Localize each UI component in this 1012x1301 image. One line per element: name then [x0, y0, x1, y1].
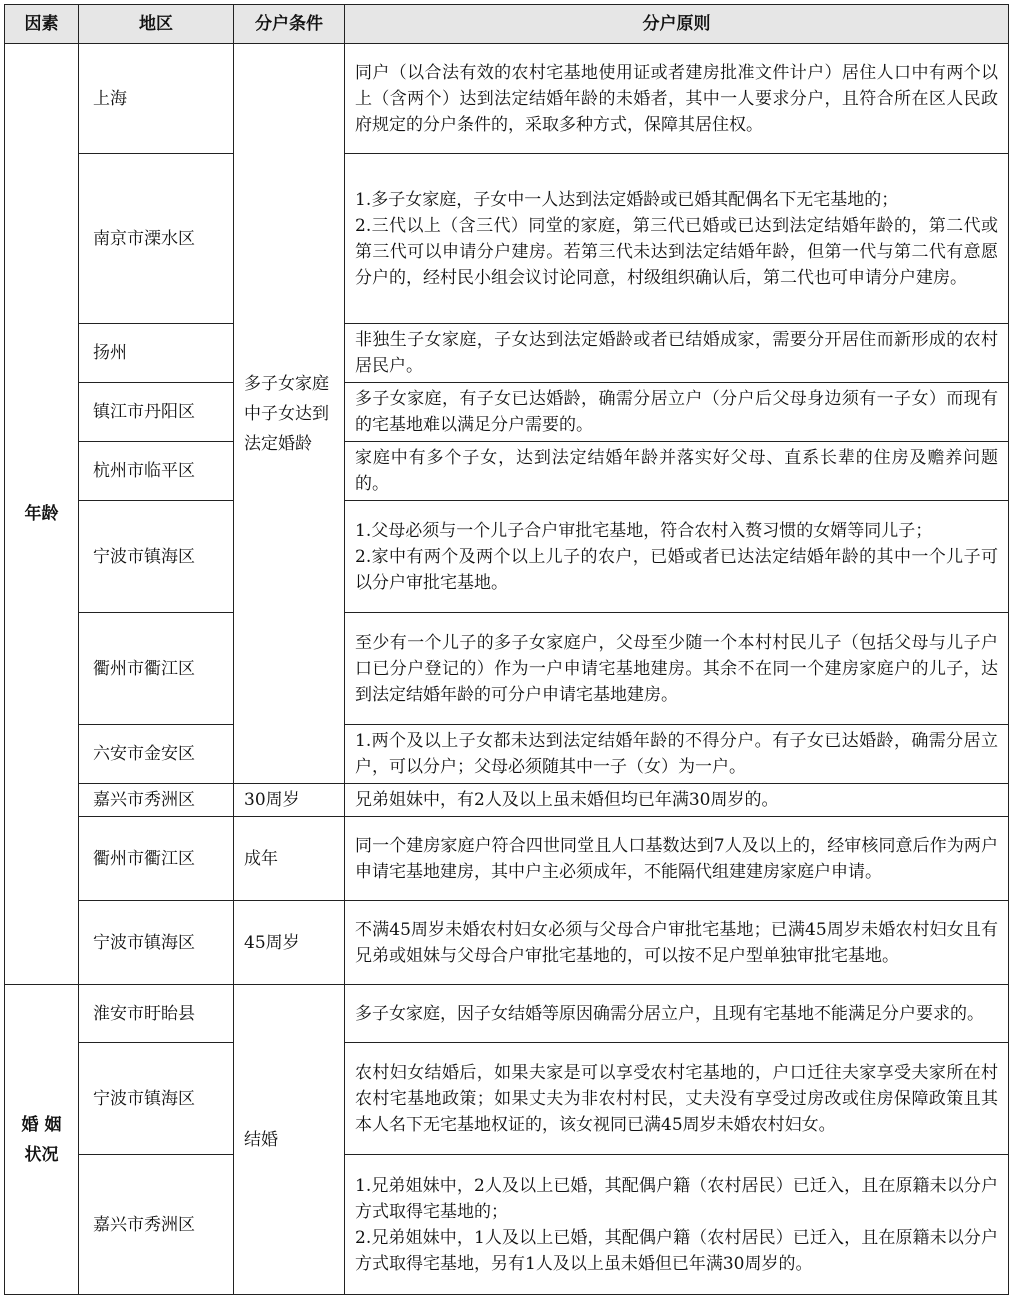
header-condition: 分户条件	[234, 5, 345, 44]
principle-text: 非独生子女家庭，子女达到法定婚龄或者已结婚成家，需要分开居住而新形成的农村居民户。	[355, 330, 998, 376]
table-row	[5, 901, 1009, 985]
region-cell: 南京市溧水区	[79, 154, 234, 324]
region-cell: 宁波市镇海区	[79, 901, 234, 985]
region-cell: 镇江市丹阳区	[79, 383, 234, 442]
principle-text: 多子女家庭，因子女结婚等原因确需分居立户，且现有宅基地不能满足分户要求的。	[355, 1003, 984, 1024]
condition-cell: 30周岁	[234, 784, 345, 817]
condition-cell: 多子女家庭中子女达到法定婚龄	[234, 44, 345, 784]
principle-text: 1.两个及以上子女都未达到法定结婚年龄的不得分户。有子女已达婚龄，确需分居立户，可以分户；父母必须随其中一子（女）为一户。	[355, 731, 998, 777]
principle-text: 1.父母必须与一个儿子合户审批宅基地，符合农村入赘习惯的女婿等同儿子；	[355, 520, 933, 541]
principle-text: 多子女家庭，有子女已达婚龄，确需分居立户（分户后父母身边须有一子女）而现有的宅基地难以满足分户需要的。	[355, 389, 998, 435]
region-cell: 嘉兴市秀洲区	[79, 784, 234, 817]
table-row	[5, 154, 1009, 324]
region-cell: 衢州市衢江区	[79, 817, 234, 901]
table-row	[5, 1155, 1009, 1295]
principle-cell	[345, 901, 1009, 985]
principle-cell	[345, 725, 1009, 784]
principle-text: 2.三代以上（含三代）同堂的家庭，第三代已婚或已达到法定结婚年龄的，第二代或第三代可以申请分户建房。若第三代未达到法定结婚年龄，但第一代与第二代有意愿分户的，经村民小组会议讨论同意，村级组织确认后，第二代也可申请分户建房。	[355, 215, 998, 288]
region-cell: 六安市金安区	[79, 725, 234, 784]
table-row	[5, 324, 1009, 383]
table-row	[5, 383, 1009, 442]
region-cell: 宁波市镇海区	[79, 1043, 234, 1155]
header-principle: 分户原则	[345, 5, 1009, 44]
table-row	[5, 784, 1009, 817]
region-cell: 扬州	[79, 324, 234, 383]
condition-cell: 成年	[234, 817, 345, 901]
header-factor: 因素	[5, 5, 79, 44]
principle-cell	[345, 154, 1009, 324]
principle-text: 农村妇女结婚后，如果夫家是可以享受农村宅基地的，户口迁往夫家享受夫家所在村农村宅基地政策；如果丈夫为非农村村民，丈夫没有享受过房改或住房保障政策且其本人名下无宅基地权证的，该女视同已满45周岁未婚农村妇女。	[355, 1062, 998, 1135]
region-cell: 杭州市临平区	[79, 442, 234, 501]
condition-cell: 45周岁	[234, 901, 345, 985]
household-division-table	[4, 4, 1009, 1295]
principle-text: 同一个建房家庭户符合四世同堂且人口基数达到7人及以上的，经审核同意后作为两户申请宅基地建房，其中户主必须成年，不能隔代组建建房家庭户申请。	[355, 835, 998, 882]
principle-cell	[345, 1155, 1009, 1295]
principle-cell	[345, 784, 1009, 817]
factor-cell: 年龄	[5, 44, 79, 985]
factor-cell: 婚 姻 状况	[5, 985, 79, 1295]
table-row	[5, 442, 1009, 501]
region-cell: 上海	[79, 44, 234, 154]
header-row	[5, 5, 1009, 44]
principle-cell	[345, 324, 1009, 383]
principle-cell	[345, 442, 1009, 501]
principle-cell	[345, 44, 1009, 154]
principle-text: 兄弟姐妹中，有2人及以上虽未婚但均已年满30周岁的。	[355, 790, 779, 810]
principle-cell	[345, 613, 1009, 725]
principle-text: 2.家中有两个及两个以上儿子的农户，已婚或者已达法定结婚年龄的其中一个儿子可以分户审批宅基地。	[355, 546, 998, 593]
region-cell: 淮安市盱眙县	[79, 985, 234, 1043]
principle-text: 至少有一个儿子的多子女家庭户，父母至少随一个本村村民儿子（包括父母与儿子户口已分户登记的）作为一户申请宅基地建房。其余不在同一个建房家庭户的儿子，达到法定结婚年龄的可分户申请宅基地建房。	[355, 632, 998, 705]
principle-text: 2.兄弟姐妹中，1人及以上已婚，其配偶户籍（农村居民）已迁入，且在原籍未以分户方式取得宅基地，另有1人及以上虽未婚但已年满30周岁的。	[355, 1227, 998, 1274]
principle-text: 1.兄弟姐妹中，2人及以上已婚，其配偶户籍（农村居民）已迁入，且在原籍未以分户方式取得宅基地的；	[355, 1175, 998, 1222]
table-row	[5, 501, 1009, 613]
principle-text: 不满45周岁未婚农村妇女必须与父母合户审批宅基地；已满45周岁未婚农村妇女且有兄弟或姐妹与父母合户审批宅基地的，可以按不足户型单独审批宅基地。	[355, 919, 998, 966]
table-row	[5, 725, 1009, 784]
region-cell: 宁波市镇海区	[79, 501, 234, 613]
region-cell: 衢州市衢江区	[79, 613, 234, 725]
table-row	[5, 1043, 1009, 1155]
table-row	[5, 613, 1009, 725]
principle-cell	[345, 501, 1009, 613]
header-region: 地区	[79, 5, 234, 44]
principle-cell	[345, 817, 1009, 901]
principle-text: 1.多子女家庭，子女中一人达到法定婚龄或已婚其配偶名下无宅基地的；	[355, 189, 899, 210]
table-row	[5, 817, 1009, 901]
principle-text: 同户（以合法有效的农村宅基地使用证或者建房批准文件计户）居住人口中有两个以上（含两个）达到法定结婚年龄的未婚者，其中一人要求分户，且符合所在区人民政府规定的分户条件的，采取多种方式，保障其居住权。	[355, 62, 998, 135]
principle-text: 家庭中有多个子女，达到法定结婚年龄并落实好父母、直系长辈的住房及赡养问题的。	[355, 448, 998, 494]
principle-cell	[345, 1043, 1009, 1155]
region-cell: 嘉兴市秀洲区	[79, 1155, 234, 1295]
condition-cell: 结婚	[234, 985, 345, 1295]
table-row	[5, 44, 1009, 154]
principle-cell	[345, 383, 1009, 442]
principle-cell	[345, 985, 1009, 1043]
table-row	[5, 985, 1009, 1043]
